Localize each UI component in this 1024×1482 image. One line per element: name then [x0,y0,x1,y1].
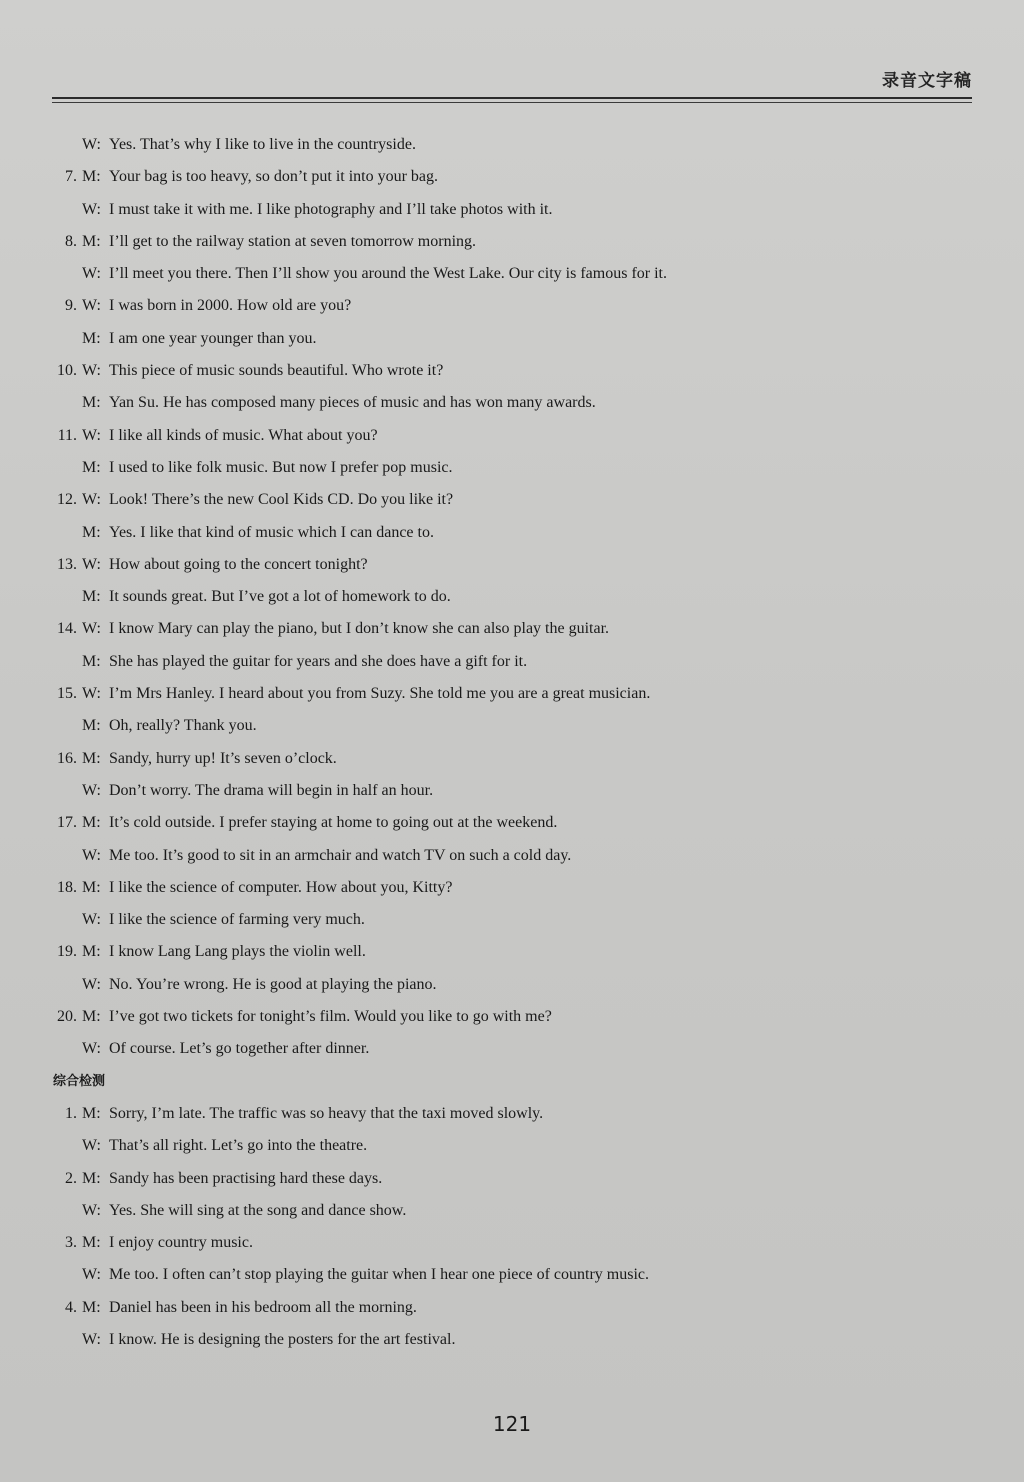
line-text: Yes. She will sing at the song and dance show. [109,1201,407,1219]
line-text: This piece of music sounds beautiful. Who wrote it? [109,362,444,380]
speaker-label: M: [82,1008,101,1026]
transcript-line [0,1132,1024,1164]
line-number: 4. [65,1298,77,1316]
speaker-label: M: [82,232,101,250]
transcript-line [0,454,1024,486]
header-rule [52,97,972,99]
speaker-label: M: [82,1169,101,1187]
section-heading: 综合检测 [53,1073,106,1089]
transcript-line [0,357,1024,389]
line-text: Yes. That’s why I like to live in the countryside. [109,136,416,153]
line-number: 12. [57,491,77,509]
transcript-line [0,971,1024,1003]
transcript-line [0,260,1024,292]
line-number: 3. [65,1234,77,1252]
line-text: Me too. I often can’t stop playing the guitar when I hear one piece of country music. [109,1266,649,1284]
line-number: 7. [65,168,77,186]
speaker-label: M: [82,394,101,412]
line-text: That’s all right. Let’s go into the theatre. [109,1137,368,1155]
section-heading-row [0,1068,1024,1100]
line-text: She has played the guitar for years and she does have a gift for it. [109,652,528,670]
transcript-line [0,583,1024,615]
speaker-label: M: [82,943,101,961]
line-text: It’s cold outside. I prefer staying at home to going out at the weekend. [109,814,558,832]
transcript-line [0,131,1024,163]
line-text: Yes. I like that kind of music which I can dance to. [109,523,434,541]
transcript-line [0,389,1024,421]
transcript-line [0,777,1024,809]
speaker-label: W: [82,1330,101,1348]
speaker-label: M: [82,749,101,767]
line-number: 8. [65,232,77,250]
line-text: I like all kinds of music. What about you? [109,426,378,444]
speaker-label: W: [82,265,101,283]
transcript-line [0,712,1024,744]
line-text: Look! There’s the new Cool Kids CD. Do you like it? [109,491,454,509]
header-title: 录音文字稿 [882,71,972,91]
transcript-line [0,842,1024,874]
transcript-line [0,1294,1024,1326]
transcript-line [0,1003,1024,1035]
line-text: No. You’re wrong. He is good at playing the piano. [109,975,437,993]
transcript-line [0,1326,1024,1358]
speaker-label: M: [82,878,101,896]
speaker-label: W: [82,620,101,638]
transcript-line [0,551,1024,583]
transcript-line [0,1197,1024,1229]
transcript-line [0,422,1024,454]
line-text: Me too. It’s good to sit in an armchair and watch TV on such a cold day. [109,846,572,864]
transcript-line [0,906,1024,938]
line-text: I used to like folk music. But now I prefer pop music. [109,458,453,476]
transcript-line [0,1165,1024,1197]
line-number: 18. [57,878,77,896]
line-text: I know. He is designing the posters for the art festival. [109,1330,456,1348]
transcript-lines [0,131,1024,1358]
transcript-line [0,938,1024,970]
line-text: I’ve got two tickets for tonight’s film. Would you like to go with me? [109,1008,552,1026]
transcript-line [0,325,1024,357]
speaker-label: M: [82,168,101,186]
transcript-line [0,486,1024,518]
line-text: Of course. Let’s go together after dinner. [109,1040,370,1058]
speaker-label: W: [82,975,101,993]
line-number: 17. [57,814,77,832]
speaker-label: M: [82,1298,101,1316]
speaker-label: M: [82,588,101,606]
line-number: 20. [57,1008,77,1026]
speaker-label: W: [82,846,101,864]
line-text: How about going to the concert tonight? [109,555,368,573]
line-text: I am one year younger than you. [109,329,317,347]
line-text: I enjoy country music. [109,1234,253,1252]
speaker-label: W: [82,426,101,444]
transcript-line [0,745,1024,777]
line-text: It sounds great. But I’ve got a lot of homework to do. [109,588,451,606]
line-text: I’m Mrs Hanley. I heard about you from Suzy. She told me you are a great musician. [109,685,651,703]
speaker-label: M: [82,1234,101,1252]
transcript-line [0,163,1024,195]
page-number: 121 [492,1412,532,1436]
speaker-label: W: [82,1201,101,1219]
line-text: Daniel has been in his bedroom all the morning. [109,1298,417,1316]
speaker-label: M: [82,1104,101,1122]
line-text: Your bag is too heavy, so don’t put it into your bag. [109,168,439,186]
line-text: I’ll get to the railway station at seven tomorrow morning. [109,232,477,250]
speaker-label: W: [82,911,101,929]
line-text: Sorry, I’m late. The traffic was so heavy that the taxi moved slowly. [109,1104,544,1122]
line-number: 16. [57,749,77,767]
line-number: 15. [57,685,77,703]
line-number: 9. [65,297,77,315]
speaker-label: M: [82,717,101,735]
transcript-line [0,615,1024,647]
speaker-label: W: [82,491,101,509]
line-text: I like the science of farming very much. [109,911,365,929]
speaker-label: W: [82,200,101,218]
speaker-label: M: [82,523,101,541]
line-text: Oh, really? Thank you. [109,717,257,735]
transcript-line [0,228,1024,260]
transcript-line [0,809,1024,841]
line-number: 19. [57,943,77,961]
transcript-line [0,1035,1024,1067]
line-text: Sandy has been practising hard these days. [109,1169,383,1187]
speaker-label: W: [82,555,101,573]
line-text: Sandy, hurry up! It’s seven o’clock. [109,749,337,767]
speaker-label: W: [82,362,101,380]
line-number: 2. [65,1169,77,1187]
transcript-line [0,1261,1024,1293]
line-number: 1. [65,1104,77,1122]
line-number: 14. [57,620,77,638]
speaker-label: W: [82,1266,101,1284]
transcript-line [0,292,1024,324]
speaker-label: M: [82,652,101,670]
line-text: I like the science of computer. How about you, Kitty? [109,878,453,896]
transcript-line [0,874,1024,906]
speaker-label: M: [82,329,101,347]
speaker-label: W: [82,1137,101,1155]
line-text: Yan Su. He has composed many pieces of music and has won many awards. [109,394,596,412]
speaker-label: W: [82,136,101,153]
line-number: 11. [57,426,77,444]
transcript-line [0,1229,1024,1261]
speaker-label: W: [82,685,101,703]
line-text: I must take it with me. I like photography and I’ll take photos with it. [109,200,553,218]
line-text: I was born in 2000. How old are you? [109,297,352,315]
speaker-label: W: [82,781,101,799]
line-text: I know Mary can play the piano, but I don’t know she can also play the guitar. [109,620,610,638]
line-number: 13. [57,555,77,573]
speaker-label: M: [82,458,101,476]
transcript-line [0,680,1024,712]
speaker-label: M: [82,814,101,832]
line-text: Don’t worry. The drama will begin in half an hour. [109,781,434,799]
line-number: 10. [57,362,77,380]
transcript-line [0,519,1024,551]
header-rule-thin [52,102,972,103]
transcript-line [0,648,1024,680]
transcript-line [0,196,1024,228]
speaker-label: W: [82,1040,101,1058]
transcript-line [0,1100,1024,1132]
line-text: I know Lang Lang plays the violin well. [109,943,366,961]
line-text: I’ll meet you there. Then I’ll show you around the West Lake. Our city is famous for it. [109,265,667,283]
speaker-label: W: [82,297,101,315]
